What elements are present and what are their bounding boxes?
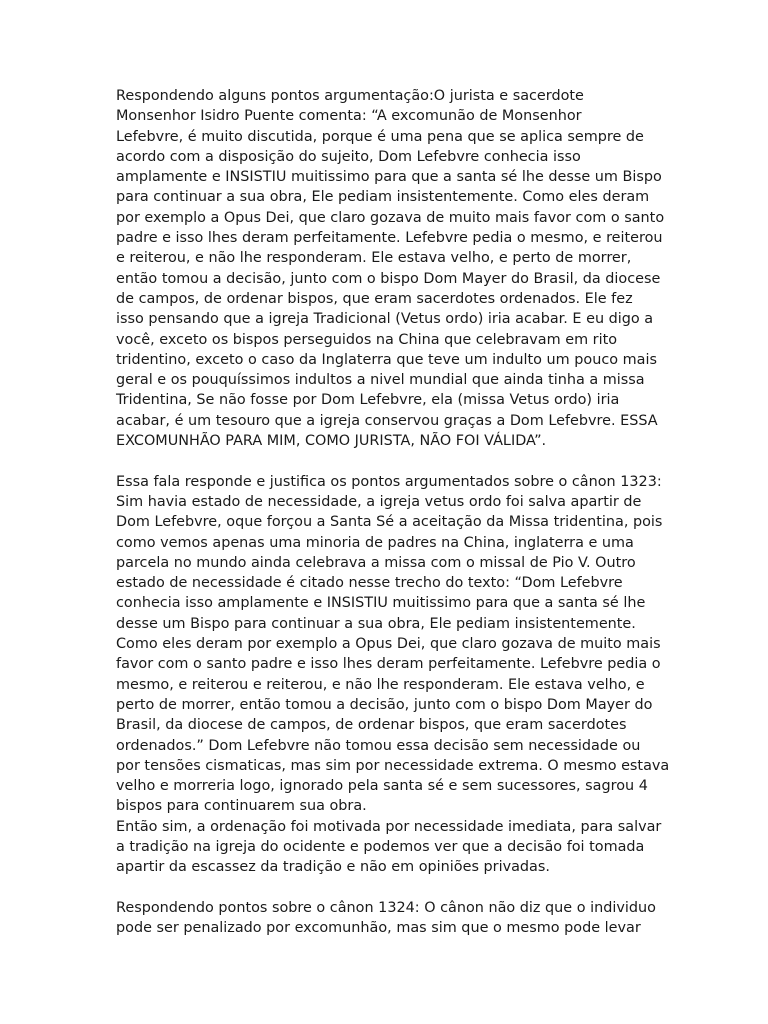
- document-page: [116, 86, 670, 938]
- text-line: estado de necessidade é citado nesse trecho do texto: “Dom Lefebvre: [116, 575, 623, 592]
- text-line: desse um Bispo para continuar a sua obra, Ele pediam insistentemente.: [116, 615, 636, 632]
- text-line: favor com o santo padre e isso lhes deram perfeitamente. Lefebvre pedia o: [116, 656, 661, 673]
- text-line: conhecia isso amplamente e INSISTIU muitissimo para que a santa sé lhe: [116, 595, 646, 612]
- text-line: Dom Lefebvre, oque forçou a Santa Sé a aceitação da Missa tridentina, pois: [116, 514, 663, 531]
- text-line: Lefebvre, é muito discutida, porque é uma pena que se aplica sempre de: [116, 128, 644, 145]
- text-line: geral e os pouquíssimos indultos a nivel mundial que ainda tinha a missa: [116, 372, 645, 389]
- text-line: como vemos apenas uma minoria de padres na China, inglaterra e uma: [116, 534, 634, 551]
- text-line: apartir da escassez da tradição e não em opiniões privadas.: [116, 859, 550, 876]
- paragraph-1: [116, 86, 665, 451]
- text-line: Tridentina, Se não fosse por Dom Lefebvre, ela (missa Vetus ordo) iria: [116, 392, 620, 409]
- text-line: a tradição na igreja do ocidente e podemos ver que a decisão foi tomada: [116, 838, 645, 855]
- text-line: Respondendo alguns pontos argumentação:O jurista e sacerdote: [116, 88, 584, 104]
- text-line: Monsenhor Isidro Puente comenta: “A excomunão de Monsenhor: [116, 108, 582, 125]
- text-line: mesmo, e reiterou e reiterou, e não lhe responderam. Ele estava velho, e: [116, 676, 645, 693]
- text-line: por exemplo a Opus Dei, que claro gozava de muito mais favor com o santo: [116, 209, 665, 226]
- text-line: EXCOMUNHÃO PARA MIM, COMO JURISTA, NÃO FOI VÁLIDA”.: [116, 433, 547, 450]
- text-line: amplamente e INSISTIU muitissimo para que a santa sé lhe desse um Bispo: [116, 169, 662, 186]
- text-line: Essa fala responde e justifica os pontos argumentados sobre o cânon 1323:: [116, 473, 662, 490]
- text-line: bispos para continuarem sua obra.: [116, 798, 367, 815]
- text-line: por tensões cismaticas, mas sim por necessidade extrema. O mesmo estava: [116, 757, 670, 774]
- paragraph-gap: [116, 878, 656, 898]
- text-line: isso pensando que a igreja Tradicional (Vetus ordo) iria acabar. E eu digo a: [116, 311, 654, 328]
- text-line: ordenados.” Dom Lefebvre não tomou essa decisão sem necessidade ou: [116, 737, 641, 754]
- text-line: você, exceto os bispos perseguidos na China que celebravam em rito: [116, 331, 618, 348]
- text-line: Como eles deram por exemplo a Opus Dei, que claro gozava de muito mais: [116, 636, 661, 653]
- text-line: padre e isso lhes deram perfeitamente. Lefebvre pedia o mesmo, e reiterou: [116, 230, 663, 247]
- text-line: velho e morreria logo, ignorado pela santa sé e sem sucessores, sagrou 4: [116, 778, 648, 795]
- text-line: pode ser penalizado por excomunhão, mas sim que o mesmo pode levar: [116, 920, 641, 937]
- text-line: acabar, é um tesouro que a igreja conservou graças a Dom Lefebvre. ESSA: [116, 412, 658, 429]
- text-line: Então sim, a ordenação foi motivada por necessidade imediata, para salvar: [116, 818, 662, 835]
- text-line: para continuar a sua obra, Ele pediam insistentemente. Como eles deram: [116, 189, 650, 206]
- text-line: e reiterou, e não lhe responderam. Ele estava velho, e perto de morrer,: [116, 250, 632, 267]
- text-line: perto de morrer, então tomou a decisão, junto com o bispo Dom Mayer do: [116, 696, 653, 713]
- paragraph-gap: [116, 451, 656, 471]
- text-line: então tomou a decisão, junto com o bispo Dom Mayer do Brasil, da diocese: [116, 270, 661, 287]
- text-line: de campos, de ordenar bispos, que eram sacerdotes ordenados. Ele fez: [116, 290, 633, 307]
- text-line: tridentino, exceto o caso da Inglaterra que teve um indulto um pouco mais: [116, 351, 657, 368]
- paragraph-2: [116, 472, 670, 878]
- paragraph-3: [116, 898, 656, 939]
- text-line: parcela no mundo ainda celebrava a missa com o missal de Pio V. Outro: [116, 554, 636, 571]
- text-line: Brasil, da diocese de campos, de ordenar bispos, que eram sacerdotes: [116, 717, 627, 734]
- text-line: Respondendo pontos sobre o cânon 1324: O cânon não diz que o individuo: [116, 899, 656, 916]
- text-line: Sim havia estado de necessidade, a igreja vetus ordo foi salva apartir de: [116, 493, 642, 510]
- text-line: acordo com a disposição do sujeito, Dom Lefebvre conhecia isso: [116, 148, 581, 165]
